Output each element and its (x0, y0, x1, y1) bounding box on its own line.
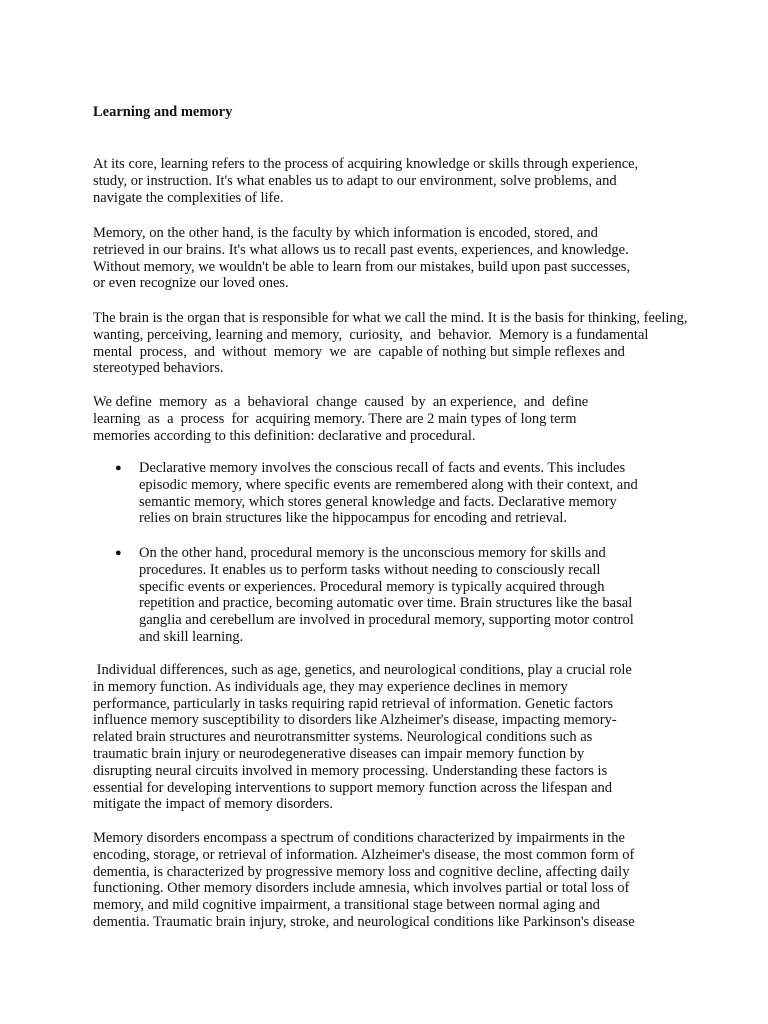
paragraph-line: traumatic brain injury or neurodegenerative diseases can impair memory function by (93, 746, 585, 762)
paragraph-line: At its core, learning refers to the process of acquiring knowledge or skills through experience, (93, 156, 639, 172)
paragraph-line: memory, and mild cognitive impairment, a transitional stage between normal aging and (93, 897, 600, 914)
bullet-line: specific events or experiences. Procedural memory is typically acquired through (139, 578, 605, 595)
bullet-line: ganglia and cerebellum are involved in procedural memory, supporting motor control (139, 612, 634, 629)
paragraph-line: dementia, is characterized by progressive memory loss and cognitive decline, affecting daily (93, 863, 630, 880)
paragraph-line: encoding, storage, or retrieval of information. Alzheimer's disease, the most common form of (93, 846, 635, 863)
paragraph-line: related brain structures and neurotransmitter systems. Neurological conditions such as (93, 729, 593, 746)
bullet-line: and skill learning. (139, 629, 244, 645)
paragraph-line: Memory, on the other hand, is the faculty by which information is encoded, stored, and (93, 225, 598, 241)
paragraph-line: disrupting neural circuits involved in memory processing. Understanding these factors is (93, 762, 608, 779)
paragraph-line: influence memory susceptibility to disorders like Alzheimer's disease, impacting memory- (93, 712, 617, 729)
bullet-line: procedures. It enables us to perform tasks without needing to consciously recall (139, 561, 601, 578)
bullet-marker: ● (115, 547, 122, 559)
document-heading: Learning and memory (93, 104, 233, 120)
bullet-line: On the other hand, procedural memory is the unconscious memory for skills and (139, 545, 606, 561)
paragraph-line: learning as a process for acquiring memory. There are 2 main types of long term (93, 410, 577, 427)
paragraph-line: mitigate the impact of memory disorders. (93, 796, 333, 813)
paragraph-line: wanting, perceiving, learning and memory, curiosity, and behavior. Memory is a fundamental (93, 326, 649, 343)
paragraph-line: essential for developing interventions to support memory function across the lifespan and (93, 779, 613, 796)
paragraph-line: The brain is the organ that is responsible for what we call the mind. It is the basis for thinking, feeling, (93, 310, 688, 326)
paragraph-line: dementia. Traumatic brain injury, stroke, and neurological conditions like Parkinson's disease (93, 914, 635, 930)
paragraph-line: stereotyped behaviors. (93, 360, 224, 377)
bullet-line: semantic memory, which stores general knowledge and facts. Declarative memory (139, 493, 617, 510)
paragraph-line: Without memory, we wouldn't be able to learn from our mistakes, build upon past successes, (93, 258, 631, 275)
bullet-line: episodic memory, where specific events are remembered along with their context, and (139, 476, 638, 493)
bullet-line: Declarative memory involves the conscious recall of facts and events. This includes (139, 460, 626, 476)
paragraph-line: Memory disorders encompass a spectrum of conditions characterized by impairments in the (93, 830, 625, 846)
paragraph-line: mental process, and without memory we are capable of nothing but simple reflexes and (93, 343, 625, 360)
bullet-marker: ● (115, 462, 122, 474)
paragraph-line: retrieved in our brains. It's what allows us to recall past events, experiences, and knowledge. (93, 241, 629, 258)
paragraph-line: performance, particularly in tasks requiring rapid retrieval of information. Genetic factors (93, 695, 614, 712)
bullet-line: repetition and practice, becoming automatic over time. Brain structures like the basal (139, 595, 633, 612)
paragraph-line: study, or instruction. It's what enables us to adapt to our environment, solve problems, and (93, 172, 617, 189)
paragraph-line: functioning. Other memory disorders include amnesia, which involves partial or total loss of (93, 880, 630, 897)
paragraph-line: Individual differences, such as age, genetics, and neurological conditions, play a crucial role (93, 662, 632, 678)
paragraph-line: in memory function. As individuals age, they may experience declines in memory (93, 678, 568, 695)
bullet-line: relies on brain structures like the hippocampus for encoding and retrieval. (139, 510, 568, 527)
paragraph-line: navigate the complexities of life. (93, 189, 284, 206)
paragraph-line: or even recognize our loved ones. (93, 275, 289, 292)
paragraph-line: memories according to this definition: declarative and procedural. (93, 427, 476, 444)
paragraph-line: We define memory as a behavioral change caused by an experience, and define (93, 394, 589, 410)
